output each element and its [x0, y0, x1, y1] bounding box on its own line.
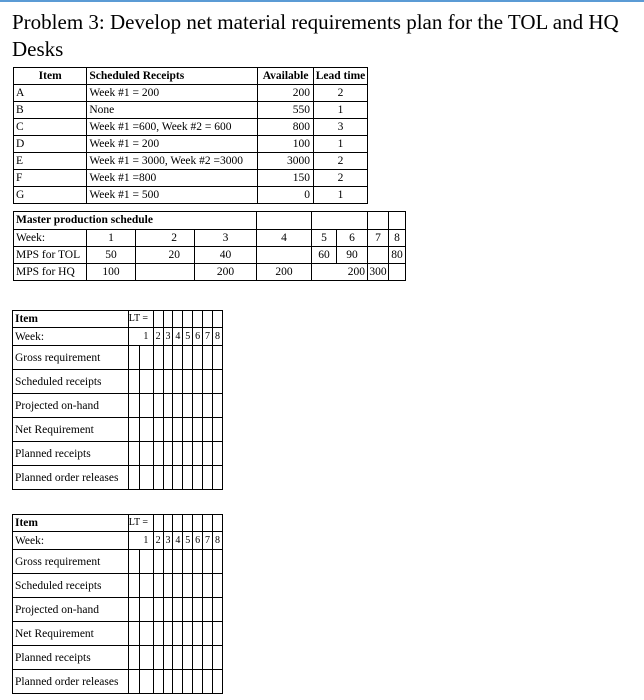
- mrp-row-label: Planned receipts: [13, 646, 129, 670]
- mrp-week: 1: [139, 328, 153, 346]
- item-cell: G: [14, 187, 87, 204]
- available-cell: 200: [258, 85, 314, 102]
- table-row: [14, 153, 368, 170]
- table-row: [14, 136, 368, 153]
- lead-cell: 2: [314, 170, 368, 187]
- available-cell: 150: [258, 170, 314, 187]
- mrp-row-label: Projected on-hand: [13, 394, 129, 418]
- receipts-cell: Week #1 =600, Week #2 = 600: [87, 119, 258, 136]
- mrp-week: 3: [163, 328, 173, 346]
- mrp-row: [13, 346, 223, 370]
- mps-week: 6: [336, 229, 368, 247]
- item-cell: C: [14, 119, 87, 136]
- mrp-week: 6: [193, 532, 203, 550]
- mrp-week: 8: [212, 328, 222, 346]
- mrp-week: 2: [153, 532, 163, 550]
- mrp-row-label: Projected on-hand: [13, 598, 129, 622]
- receipts-cell: Week #1 = 200: [87, 85, 258, 102]
- mrp-row: [13, 574, 223, 598]
- available-cell: 550: [258, 102, 314, 119]
- mps-tol-value: [367, 246, 389, 264]
- table-row: [14, 187, 368, 204]
- mrp-table-2: [12, 514, 223, 694]
- mrp-row: [13, 622, 223, 646]
- mrp-week: 3: [163, 532, 173, 550]
- mrp-row: [13, 466, 223, 490]
- mrp-row: [13, 370, 223, 394]
- items-table: [13, 67, 368, 204]
- mrp-table-1: [12, 310, 223, 490]
- mrp-item-row: [13, 311, 223, 328]
- mrp-week: 5: [183, 532, 193, 550]
- mps-heading: Master production schedule: [13, 211, 257, 230]
- mrp-week: 2: [153, 328, 163, 346]
- mps-tol-value: 80: [388, 246, 406, 264]
- table-row: [14, 119, 368, 136]
- available-cell: 0: [258, 187, 314, 204]
- lead-cell: 1: [314, 102, 368, 119]
- mrp-week-row: [13, 532, 223, 550]
- mrp-week: 5: [183, 328, 193, 346]
- mps-hq-value: 100: [86, 263, 136, 281]
- mrp-item-row: [13, 515, 223, 532]
- mrp-row: [13, 394, 223, 418]
- mrp-row: [13, 598, 223, 622]
- mrp-row-label: Scheduled receipts: [13, 574, 129, 598]
- mps-blank: [311, 211, 368, 230]
- receipts-cell: Week #1 = 200: [87, 136, 258, 153]
- table-row: [14, 85, 368, 102]
- mrp-week-row: [13, 328, 223, 346]
- receipts-cell: None: [87, 102, 258, 119]
- table-row: [14, 102, 368, 119]
- available-cell: 800: [258, 119, 314, 136]
- mrp-week-label: Week:: [13, 328, 129, 346]
- mps-tol-value: 40: [194, 246, 257, 264]
- mps-tol-value: 50: [86, 246, 136, 264]
- mps-week: 1: [86, 229, 136, 247]
- mps-hq-value: 200: [194, 263, 257, 281]
- mps-week-label: Week:: [13, 229, 87, 247]
- mps-week: 3: [194, 229, 257, 247]
- item-cell: B: [14, 102, 87, 119]
- mrp-lt-label: LT =: [128, 311, 153, 328]
- lead-cell: 1: [314, 187, 368, 204]
- item-cell: D: [14, 136, 87, 153]
- mrp-row-label: Planned receipts: [13, 442, 129, 466]
- mrp-row: [13, 646, 223, 670]
- page-title: Problem 3: Develop net material requirements plan for the TOL and HQ Desks: [12, 10, 619, 61]
- mps-hq-value: 200: [256, 263, 312, 281]
- receipts-cell: Week #1 = 500: [87, 187, 258, 204]
- mps-week: 7: [367, 229, 389, 247]
- lead-cell: 3: [314, 119, 368, 136]
- mrp-row: [13, 418, 223, 442]
- header-item: Item: [14, 68, 87, 85]
- mrp-week-label: Week:: [13, 532, 129, 550]
- mrp-row-label: Planned order releases: [13, 466, 129, 490]
- table-row: [14, 170, 368, 187]
- mps-tol-label: MPS for TOL: [13, 246, 87, 264]
- mrp-row: [13, 670, 223, 694]
- mrp-item-label: Item: [13, 515, 129, 532]
- top-rule: [0, 0, 644, 2]
- mps-week: 8: [388, 229, 406, 247]
- mrp-week: 6: [193, 328, 203, 346]
- mrp-row-label: Net Requirement: [13, 622, 129, 646]
- item-cell: E: [14, 153, 87, 170]
- mps-tol-value: 60: [311, 246, 337, 264]
- mrp-row-label: Net Requirement: [13, 418, 129, 442]
- mps-hq-value: 300: [367, 263, 389, 281]
- items-header-row: [14, 68, 368, 85]
- mps-blank: [256, 211, 312, 230]
- mrp-row: [13, 550, 223, 574]
- mrp-week: 7: [203, 328, 213, 346]
- mrp-row-label: Gross requirement: [13, 550, 129, 574]
- lead-cell: 2: [314, 85, 368, 102]
- mrp-row-label: Planned order releases: [13, 670, 129, 694]
- mrp-week: 4: [173, 328, 183, 346]
- mrp-row-label: Gross requirement: [13, 346, 129, 370]
- lead-cell: 1: [314, 136, 368, 153]
- header-scheduled-receipts: Scheduled Receipts: [87, 68, 258, 85]
- mps-blank: [367, 211, 389, 230]
- mps-tol-value: 90: [336, 246, 368, 264]
- mps-week: 4: [256, 229, 312, 247]
- mrp-item-label: Item: [13, 311, 129, 328]
- mrp-week: 7: [203, 532, 213, 550]
- mps-tol-value: 20: [135, 246, 195, 264]
- available-cell: 100: [258, 136, 314, 153]
- item-cell: F: [14, 170, 87, 187]
- mps-hq-label: MPS for HQ: [13, 263, 87, 281]
- mps-week: 2: [135, 229, 195, 247]
- mps-hq-value: [135, 263, 195, 281]
- mrp-lt-label: LT =: [128, 515, 153, 532]
- mps-blank: [388, 211, 406, 230]
- header-available: Available: [258, 68, 314, 85]
- lead-cell: 2: [314, 153, 368, 170]
- receipts-cell: Week #1 = 3000, Week #2 =3000: [87, 153, 258, 170]
- mrp-week: 1: [139, 532, 153, 550]
- mps-week: 5: [311, 229, 337, 247]
- mps-hq-value: 200: [311, 263, 368, 281]
- available-cell: 3000: [258, 153, 314, 170]
- mrp-row-label: Scheduled receipts: [13, 370, 129, 394]
- header-lead-time: Lead time: [314, 68, 368, 85]
- mrp-row: [13, 442, 223, 466]
- mps-hq-value: [388, 263, 406, 281]
- receipts-cell: Week #1 =800: [87, 170, 258, 187]
- item-cell: A: [14, 85, 87, 102]
- mps-tol-value: [256, 246, 312, 264]
- mrp-week: 8: [212, 532, 222, 550]
- mrp-week: 4: [173, 532, 183, 550]
